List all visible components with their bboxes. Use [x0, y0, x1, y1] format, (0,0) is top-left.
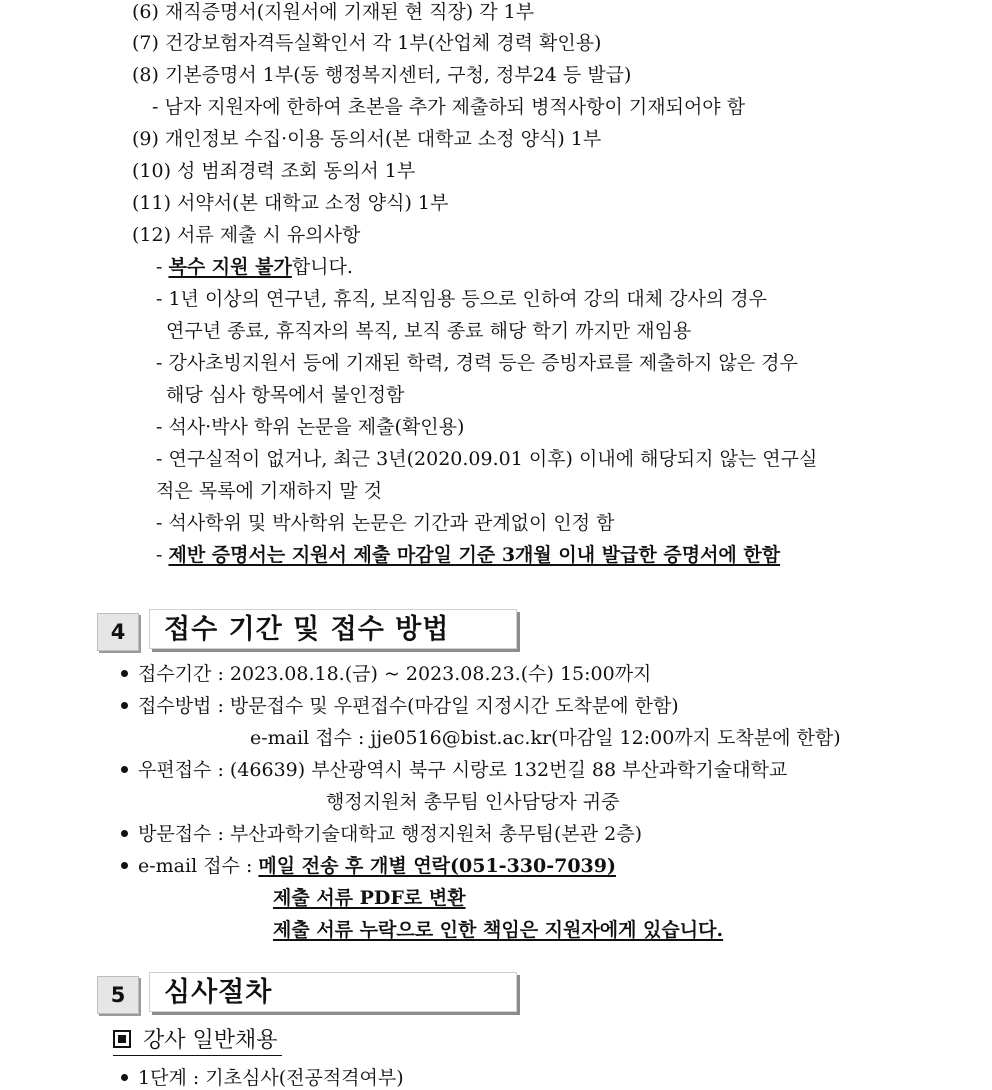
email-receipt-responsibility: 제출 서류 누락으로 인한 책임은 지원자에게 있습니다.: [273, 919, 724, 941]
note-substitute-lecturer: - 1년 이상의 연구년, 휴직, 보직임용 등으로 인하여 강의 대체 강사의 경우: [156, 288, 767, 310]
note-multiple-application: - 복수 지원 불가합니다.: [156, 256, 353, 278]
visit-receipt: 방문접수 : 부산과학기술대학교 행정지원처 총무팀(본관 2층): [121, 822, 642, 846]
receipt-method-email: e-mail 접수 : jje0516@bist.ac.kr(마감일 12:00까지 도착분에 한함): [250, 727, 841, 749]
bullet-icon: [121, 670, 128, 677]
section-4-number: 4: [97, 613, 139, 651]
section-5-number: 5: [97, 976, 139, 1014]
section-4-title: 접수 기간 및 접수 방법: [149, 609, 517, 649]
receipt-method: 접수방법 : 방문접수 및 우편접수(마감일 지정시간 도착분에 한함): [121, 694, 679, 718]
filled-square-icon: [113, 1030, 131, 1048]
bullet-icon: [121, 862, 128, 869]
note-certificates: - 제반 증명서는 지원서 제출 마감일 기준 3개월 이내 발급한 증명서에 한함: [156, 544, 781, 566]
step-1: 1단계 : 기초심사(전공적격여부): [121, 1066, 404, 1090]
doc-item-7: (7) 건강보험자격득실확인서 각 1부(산업체 경력 확인용): [132, 32, 602, 54]
bullet-icon: [121, 766, 128, 773]
section-5-title: 심사절차: [149, 972, 517, 1012]
doc-item-11: (11) 서약서(본 대학교 소정 양식) 1부: [132, 192, 449, 214]
doc-item-8-note: - 남자 지원자에 한하여 초본을 추가 제출하되 병적사항이 기재되어야 함: [152, 96, 746, 118]
doc-item-6: (6) 재직증명서(지원서에 기재된 현 직장) 각 1부: [132, 1, 535, 23]
doc-item-12: (12) 서류 제출 시 유의사항: [132, 224, 361, 246]
note-research-cont: 적은 목록에 기재하지 말 것: [156, 480, 383, 502]
receipt-period: 접수기간 : 2023.08.18.(금) ~ 2023.08.23.(수) 15:00까지: [121, 662, 651, 686]
note-substitute-lecturer-cont: 연구년 종료, 휴직자의 복직, 보직 종료 해당 학기 까지만 재임용: [166, 320, 692, 342]
note-degree: - 석사학위 및 박사학위 논문은 기간과 관계없이 인정 함: [156, 512, 615, 534]
email-receipt-pdf: 제출 서류 PDF로 변환: [273, 887, 466, 909]
note-evidence-cont: 해당 심사 항목에서 불인정함: [166, 384, 405, 406]
email-receipt: e-mail 접수 : 메일 전송 후 개별 연락(051-330-7039): [121, 854, 616, 878]
doc-item-8: (8) 기본증명서 1부(동 행정복지센터, 구청, 정부24 등 발급): [132, 64, 632, 86]
postal-receipt-cont: 행정지원처 총무팀 인사담당자 귀중: [326, 791, 620, 813]
note-thesis: - 석사·박사 학위 논문을 제출(확인용): [156, 416, 465, 438]
bullet-icon: [121, 702, 128, 709]
postal-receipt: 우편접수 : (46639) 부산광역시 북구 시랑로 132번길 88 부산과학기술대학교: [121, 758, 787, 782]
doc-item-9: (9) 개인정보 수집·이용 동의서(본 대학교 소정 양식) 1부: [132, 128, 602, 150]
bullet-icon: [121, 830, 128, 837]
doc-item-10: (10) 성 범죄경력 조회 동의서 1부: [132, 160, 416, 182]
note-evidence: - 강사초빙지원서 등에 기재된 학력, 경력 등은 증빙자료를 제출하지 않은 경우: [156, 352, 798, 374]
general-hiring-heading: 강사 일반채용: [113, 1027, 282, 1056]
note-research: - 연구실적이 없거나, 최근 3년(2020.09.01 이후) 이내에 해당되지 않는 연구실: [156, 448, 818, 470]
bullet-icon: [121, 1074, 128, 1081]
